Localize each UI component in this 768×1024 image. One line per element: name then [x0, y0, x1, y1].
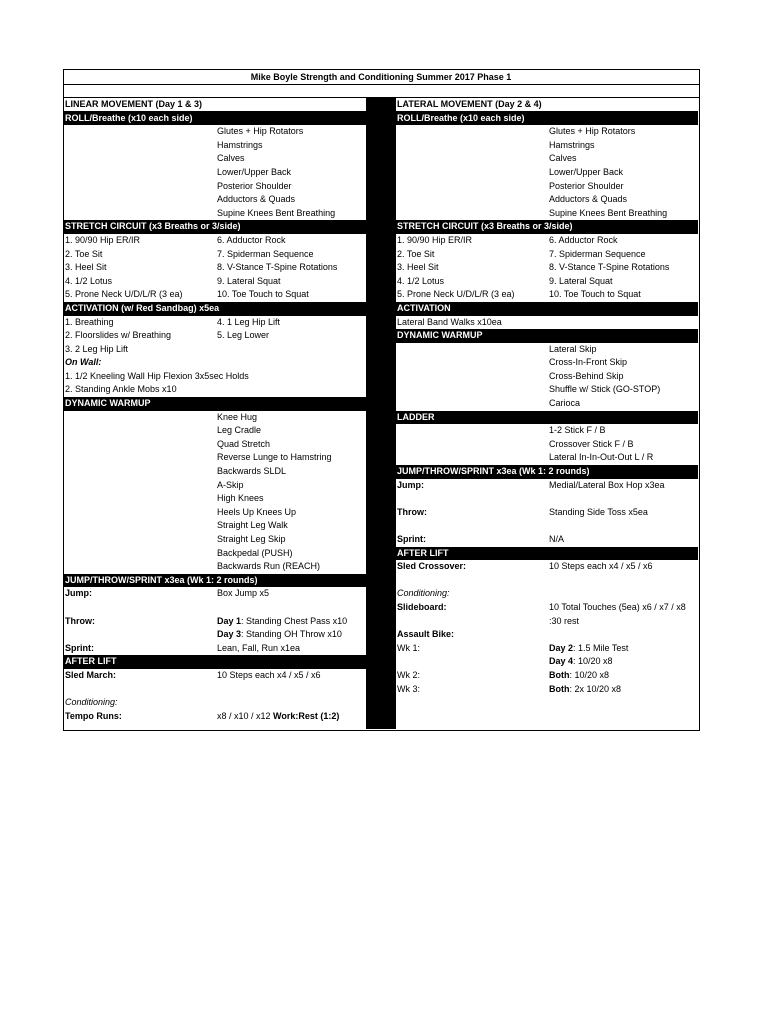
list-item: Posterior Shoulder — [217, 180, 292, 191]
list-item: Calves — [549, 153, 577, 164]
spacer-row — [396, 492, 698, 506]
spacer-row — [64, 683, 366, 697]
list-item: Glutes + Hip Rotators — [217, 126, 304, 137]
on-wall-label: On Wall: — [65, 357, 102, 368]
activation-header: ACTIVATION — [396, 302, 698, 316]
throw-row: Throw: Standing Side Toss x5ea — [397, 506, 648, 517]
wk2-row: Wk 2: Both: 10/20 x8 — [397, 669, 610, 680]
jts-header: JUMP/THROW/SPRINT x3ea (Wk 1: 2 rounds) — [64, 574, 366, 588]
list-item: 1-2 Stick F / B — [549, 425, 606, 436]
table-row: 1. 90/90 Hip ER/IR 6. Adductor Rock — [397, 234, 618, 245]
list-item: Hamstrings — [217, 139, 263, 150]
linear-header: LINEAR MOVEMENT (Day 1 & 3) — [64, 98, 366, 112]
edge-line — [63, 483, 64, 573]
warmup-header: DYNAMIC WARMUP — [64, 397, 366, 411]
stretch-header: STRETCH CIRCUIT (x3 Breaths or 3/side) — [396, 220, 698, 234]
edge-line — [63, 648, 64, 662]
table-row: 1. 90/90 Hip ER/IR 6. Adductor Rock — [65, 234, 286, 245]
throw-row: Throw: Day 1: Standing Chest Pass x10 — [65, 615, 348, 626]
roll-header: ROLL/Breathe (x10 each side) — [396, 112, 698, 126]
wk1-row: Wk 1: Day 2: 1.5 Mile Test — [397, 642, 629, 653]
list-item: Heels Up Knees Up — [217, 506, 297, 517]
warmup-header: DYNAMIC WARMUP — [396, 329, 698, 343]
slideboard-row-2: :30 rest — [549, 615, 580, 626]
ladder-header: LADDER — [396, 411, 698, 425]
conditioning-label: Conditioning: — [397, 588, 450, 599]
sprint-row: Sprint: N/A — [397, 534, 565, 544]
list-item: Calves — [217, 153, 245, 164]
spacer-row — [396, 519, 698, 533]
sled-row: Sled Crossover: 10 Steps each x4 / x5 / x6 — [397, 561, 653, 572]
list-item: Cross-In-Front Skip — [549, 357, 628, 368]
lateral-movement-column — [396, 98, 698, 696]
list-item: Straight Leg Skip — [217, 534, 286, 544]
spacer-row — [396, 574, 698, 588]
bike-row: Assault Bike: — [397, 629, 455, 640]
list-item: Knee Hug — [217, 411, 258, 422]
list-item: Supine Knees Bent Breathing — [217, 207, 336, 218]
list-item: Adductors & Quads — [549, 194, 628, 205]
center-divider — [366, 97, 396, 729]
list-item: Lateral In-In-Out-Out L / R — [549, 452, 654, 463]
after-lift-header: AFTER LIFT — [396, 547, 698, 561]
activation-header: ACTIVATION (w/ Red Sandbag) x5ea — [64, 302, 366, 316]
edge-line — [63, 700, 64, 729]
list-item: Lateral Band Walks x10ea — [397, 316, 502, 327]
list-item: 2. Standing Ankle Mobs x10 — [65, 384, 177, 395]
page-title: Mike Boyle Strength and Conditioning Summer 2017 Phase 1 — [63, 69, 699, 85]
table-row: 3. Heel Sit 8. V-Stance T-Spine Rotations — [65, 262, 338, 273]
list-item: Backwards Run (REACH) — [217, 561, 321, 572]
list-item: Quad Stretch — [217, 438, 271, 449]
list-item: Lower/Upper Back — [549, 166, 624, 177]
sled-row: Sled March: 10 Steps each x4 / x5 / x6 — [65, 669, 321, 680]
table-row: 2. Toe Sit 7. Spiderman Sequence — [397, 248, 646, 259]
list-item: Backwards SLDL — [217, 466, 287, 477]
day4-row: Day 4: 10/20 x8 — [549, 656, 613, 667]
wk3-row: Wk 3: Both: 2x 10/20 x8 — [397, 683, 622, 694]
table-row: 3. Heel Sit 8. V-Stance T-Spine Rotations — [397, 262, 670, 273]
list-item: Lateral Skip — [549, 343, 597, 354]
sprint-row: Sprint: Lean, Fall, Run x1ea — [65, 642, 301, 653]
after-lift-header: AFTER LIFT — [64, 655, 366, 669]
list-item: A-Skip — [217, 479, 244, 490]
stretch-header: STRETCH CIRCUIT (x3 Breaths or 3/side) — [64, 220, 366, 234]
table-row: 3. 2 Leg Hip Lift — [65, 343, 129, 354]
list-item: Posterior Shoulder — [549, 180, 624, 191]
slideboard-row: Slideboard: 10 Total Touches (5ea) x6 / x7 / x8 — [397, 601, 686, 612]
list-item: Straight Leg Walk — [217, 520, 288, 531]
spacer-row — [64, 601, 366, 615]
edge-line — [63, 408, 64, 468]
list-item: Reverse Lunge to Hamstring — [217, 452, 332, 463]
roll-header: ROLL/Breathe (x10 each side) — [64, 112, 366, 126]
list-item: Supine Knees Bent Breathing — [549, 207, 668, 218]
jts-header: JUMP/THROW/SPRINT x3ea (Wk 1: 2 rounds) — [396, 465, 698, 479]
table-row: 5. Prone Neck U/D/L/R (3 ea) 10. Toe Touch to Squat — [397, 289, 641, 300]
list-item: Hamstrings — [549, 139, 595, 150]
tempo-row: Tempo Runs: x8 / x10 / x12 Work:Rest (1:2) — [65, 710, 340, 721]
list-item: Lower/Upper Back — [217, 166, 292, 177]
conditioning-label: Conditioning: — [65, 697, 118, 708]
list-item: Glutes + Hip Rotators — [549, 126, 636, 137]
lateral-header: LATERAL MOVEMENT (Day 2 & 4) — [396, 98, 698, 112]
table-row: 2. Toe Sit 7. Spiderman Sequence — [65, 248, 314, 259]
table-row: 1. Breathing 4. 1 Leg Hip Lift — [65, 316, 281, 327]
table-row: 5. Prone Neck U/D/L/R (3 ea) 10. Toe Touch to Squat — [65, 289, 309, 300]
list-item: 1. 1/2 Kneeling Wall Hip Flexion 3x5sec Holds — [65, 370, 249, 381]
list-item: Shuffle w/ Stick (GO-STOP) — [549, 384, 661, 395]
table-row: 4. 1/2 Lotus 9. Lateral Squat — [65, 275, 281, 286]
table-row: 2. Floorslides w/ Breathing 5. Leg Lower — [65, 330, 270, 341]
throw-row-2: Day 3: Standing OH Throw x10 — [217, 629, 342, 640]
jump-row: Jump: Medial/Lateral Box Hop x3ea — [397, 479, 665, 490]
list-item: High Knees — [217, 493, 264, 504]
list-item: Cross-Behind Skip — [549, 370, 624, 381]
jump-row: Jump: Box Jump x5 — [65, 588, 270, 599]
linear-movement-column — [64, 98, 366, 723]
list-item: Backpedal (PUSH) — [217, 547, 293, 558]
list-item: Adductors & Quads — [217, 194, 296, 205]
list-item: Leg Cradle — [217, 425, 262, 436]
table-row: 4. 1/2 Lotus 9. Lateral Squat — [397, 275, 613, 286]
list-item: Carioca — [549, 398, 581, 409]
list-item: Crossover Stick F / B — [549, 438, 634, 449]
